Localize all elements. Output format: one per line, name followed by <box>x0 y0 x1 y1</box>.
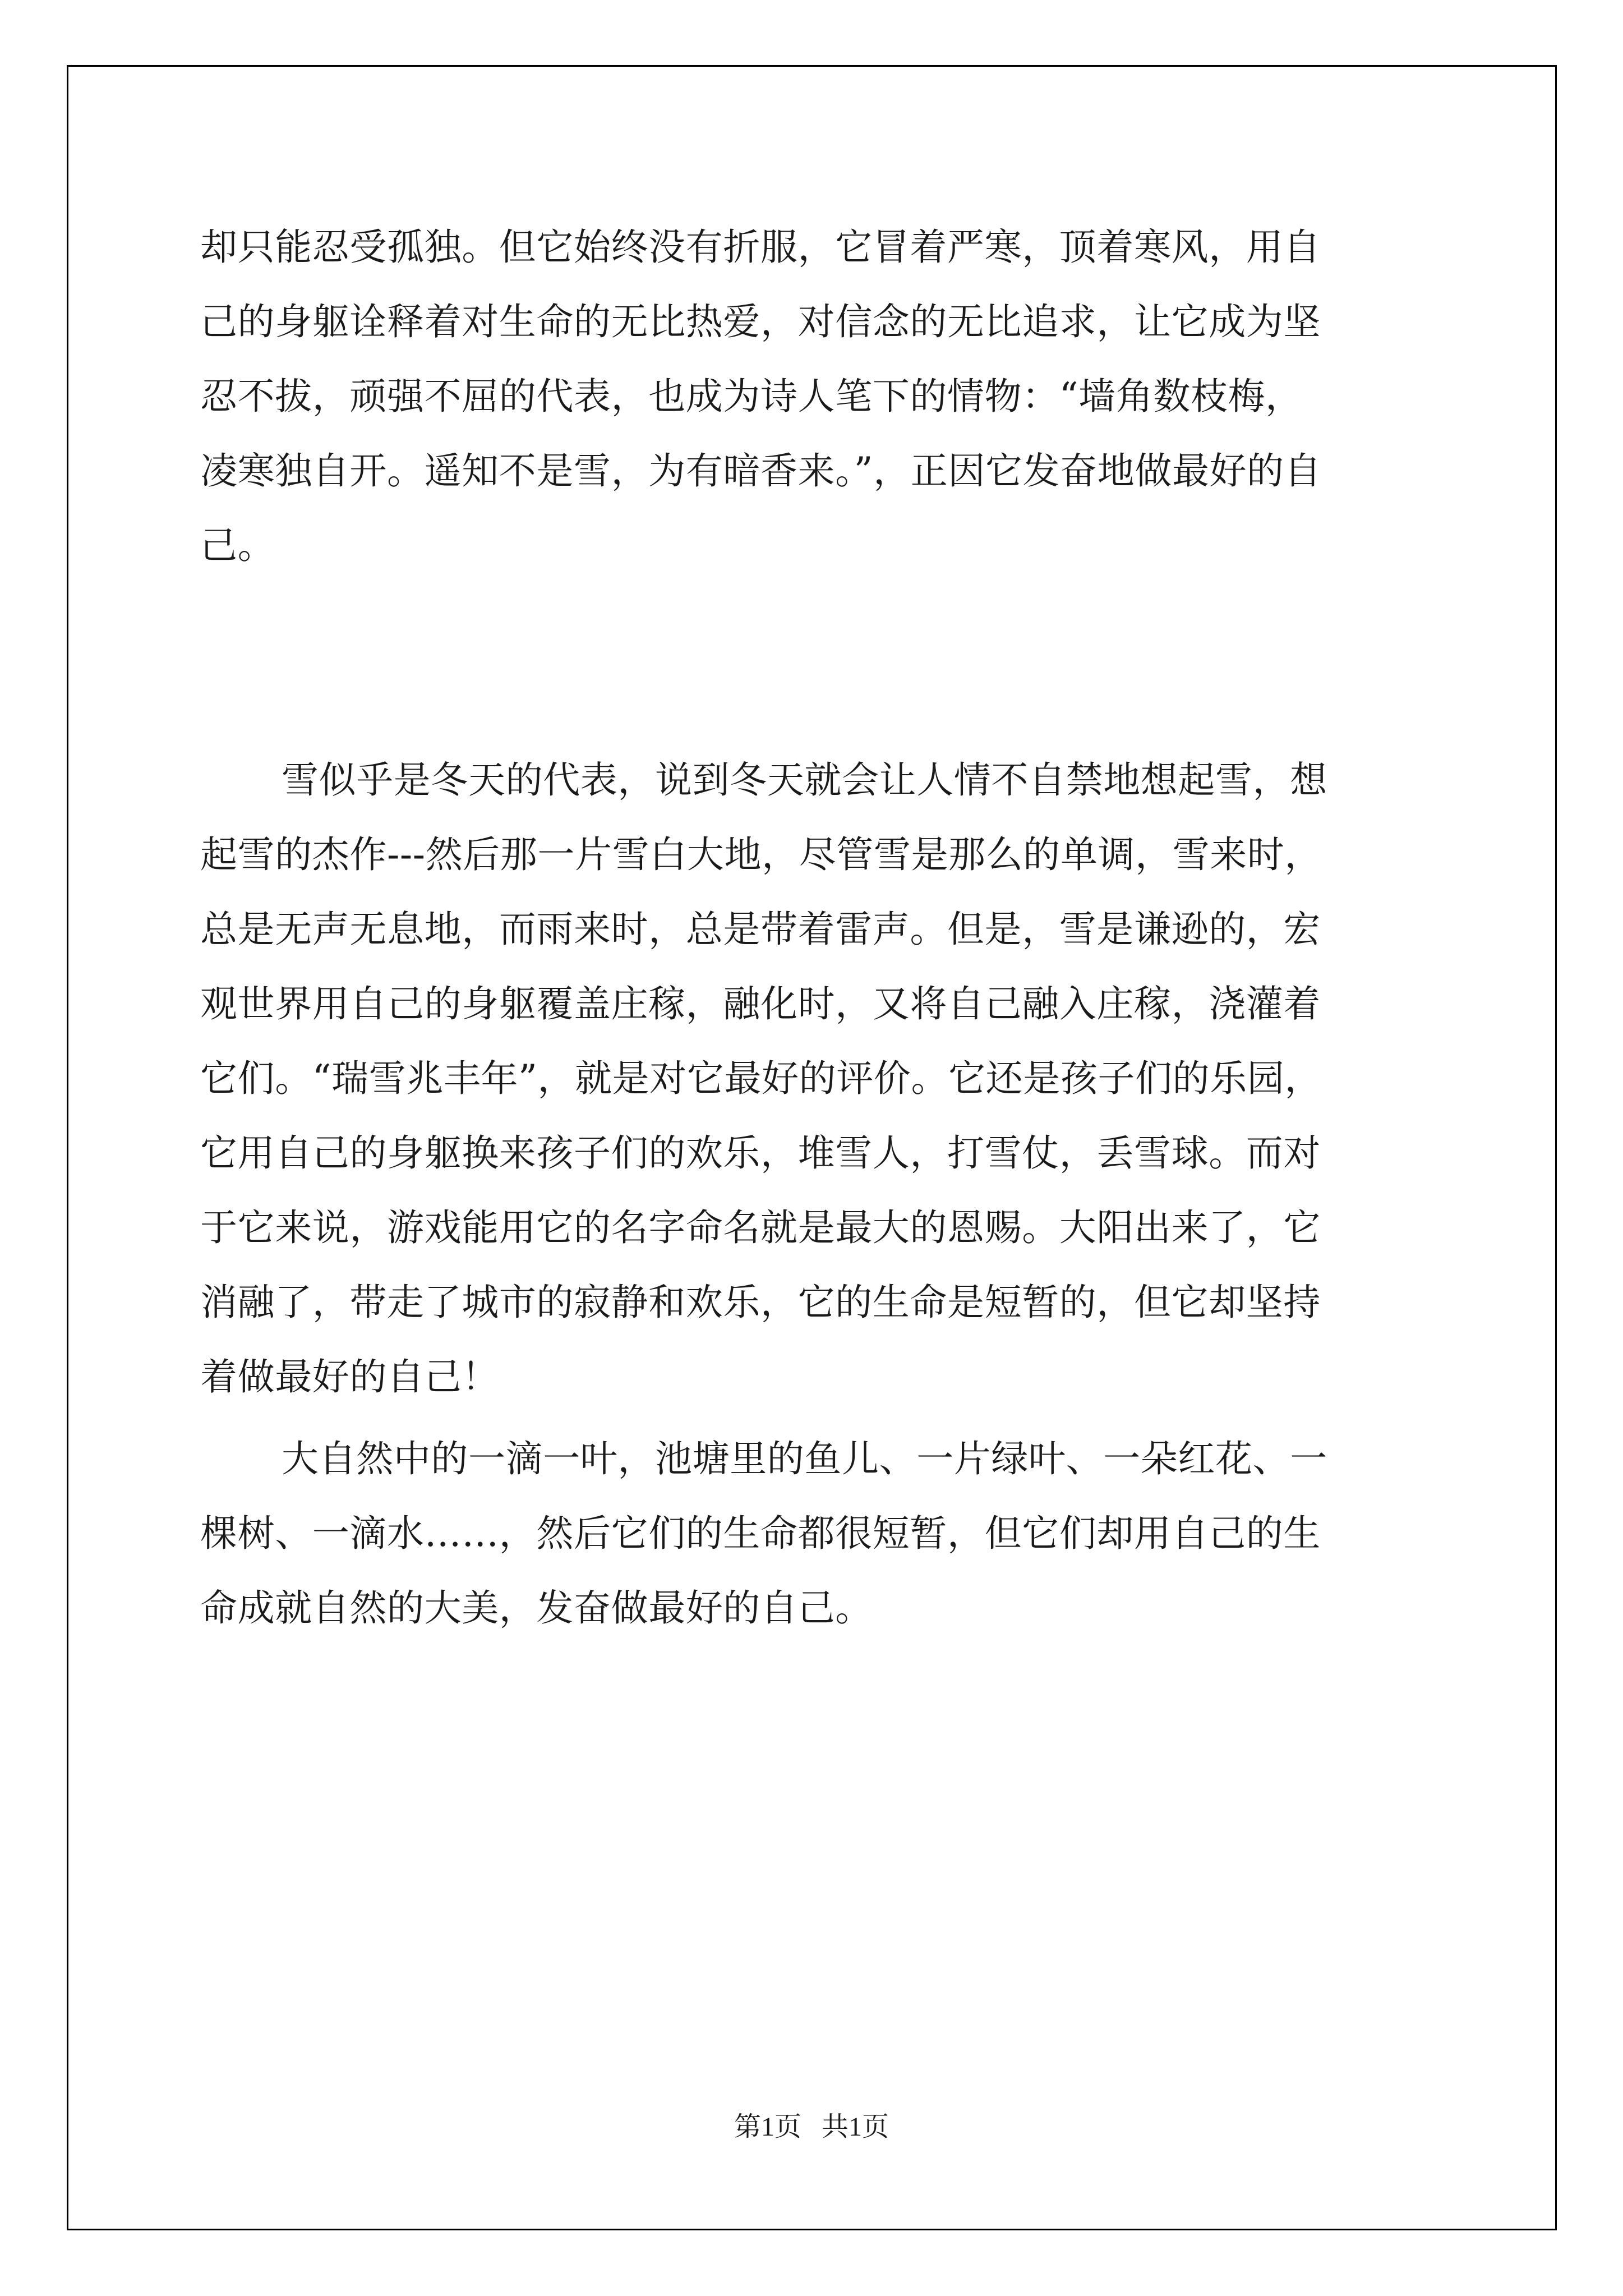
text-line: 忍不拔，顽强不屈的代表，也成为诗人笔下的情物：“墙角数枝梅， <box>200 375 1303 418</box>
page-total: 共1页 <box>822 2112 889 2142</box>
text-line: 却只能忍受孤独。但它始终没有折服，它冒着严寒，顶着寒风，用自 <box>200 226 1321 269</box>
text-line: 起雪的杰作---然后那一片雪白大地，尽管雪是那么的单调，雪来时， <box>200 833 1322 876</box>
page-current: 第1页 <box>734 2112 801 2142</box>
text-line-first: 大自然中的一滴一叶，池塘里的鱼儿、一片绿叶、一朵红花、一 <box>282 1437 1327 1480</box>
page-number-footer <box>0 2110 1623 2144</box>
text-line: 着做最好的自己！ <box>200 1355 499 1398</box>
text-line: 于它来说，游戏能用它的名字命名就是最大的恩赐。大阳出来了，它 <box>200 1206 1321 1249</box>
text-line: 己的身躯诠释着对生命的无比热爱，对信念的无比追求，让它成为坚 <box>200 300 1321 343</box>
text-line: 它们。“瑞雪兆丰年”，就是对它最好的评价。它还是孩子们的乐园， <box>200 1057 1322 1100</box>
text-line-first: 雪似乎是冬天的代表，说到冬天就会让人情不自禁地想起雪，想 <box>282 758 1327 802</box>
text-line: 凌寒独自开。遥知不是雪，为有暗香来。”，正因它发奋地做最好的自 <box>200 449 1322 493</box>
text-line: 己。 <box>200 524 275 567</box>
text-line: 总是无声无息地，而雨来时，总是带着雷声。但是，雪是谦逊的，宏 <box>200 908 1321 951</box>
text-line: 消融了，带走了城市的寂静和欢乐，它的生命是短暂的，但它却坚持 <box>200 1281 1321 1324</box>
text-line: 棵树、一滴水……，然后它们的生命都很短暂，但它们却用自己的生 <box>200 1512 1321 1555</box>
text-line: 它用自己的身躯换来孩子们的欢乐，堆雪人，打雪仗，丢雪球。而对 <box>200 1131 1321 1175</box>
text-line: 命成就自然的大美，发奋做最好的自己。 <box>200 1586 873 1630</box>
text-line: 观世界用自己的身躯覆盖庄稼，融化时，又将自己融入庄稼，浇灌着 <box>200 982 1321 1025</box>
